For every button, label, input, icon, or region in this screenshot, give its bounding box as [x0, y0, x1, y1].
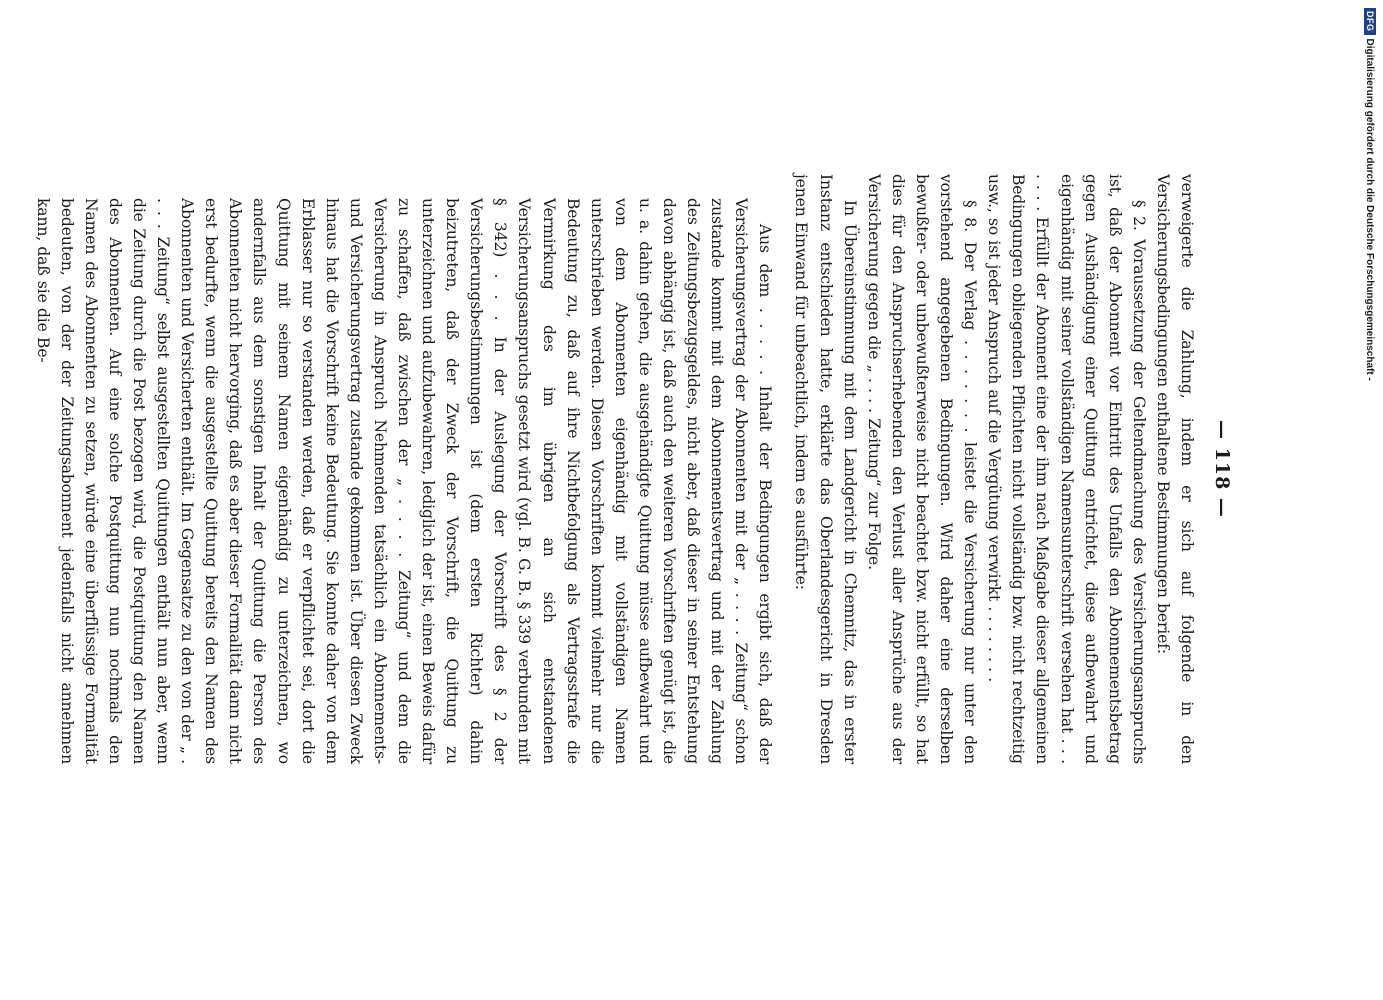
paragraph-section-2: § 2. Voraussetzung der Geltendmachung des Versicherungsanspruchs ist, daß der Abonnent vor Eintritt des Unfalls den Abonnementsbetrag gegen Aushändigung einer Quittung entrichtet, diese aufbewahrt und eigenhändig mit seiner vollständigen Namensunterschrift versehen hat . . . . . . . Erfüllt der Abonnent eine der ihm nach Maßgabe dieser allgemeinen Bedingungen obliegenden Pflichten nicht vollständig bzw. nicht rechtzeitig usw., so ist jeder Anspruch auf die Vergütung verwirkt . . . . . . . . — [985, 174, 1148, 764]
rotated-page-content — [33, 174, 1233, 764]
dfg-logo: DFG — [1364, 8, 1376, 35]
credit-text: Digitalisierung gefördert durch die Deutsche Forschungsgemeinschaft - — [1364, 38, 1376, 381]
page-header: — 118 — — [1211, 420, 1233, 518]
paragraph-quote: Aus dem . . . . . Inhalt der Bedingungen ergibt sich, daß der Versicherungsvertrag der Abonnenten mit der „ . . . . Zeitung“ schon zustande kommt mit dem Abonnementsvertrag und mit der Zahlung des Zeitungsbezugsgeldes, nicht aber, daß dieser in seiner Entstehung davon abhängig ist, daß auch den weiteren Vorschriften genügt ist, die u. a. dahin gehen, die ausgehändigte Quittung müsse aufbewahrt und von dem Abonnenten eigenhändig mit vollständigen Namen unterschrieben werden. Diesen Vorschriften kommt vielmehr nur die Bedeutung zu, daß auf ihre Nichtbefolgung als Vertragsstrafe die Vermirkung des im übrigen an sich entstandenen Versicherungsanspruchs gesetzt wird (vgl. B. G. B. § 339 verbunden mit § 342) . . . In der Auslegung der Vorschrift des § 2 der Versicherungsbestimmungen ist (dem ersten Richter) dahin beizutreten, daß der Zweck der Vorschrift, die Quittung zu unterzeichnen und aufzubewahren, lediglich der ist, einen Beweis dafür zu schaffen, daß zwischen der „ . . . . Zeitung“ und dem die Versicherung in Anspruch Nehmenden tatsächlich ein Abonnements- und Versicherungsvertrag zustande gekommen ist. Über diesen Zweck hinaus hat die Vorschrift keine Bedeutung. Sie konnte daher von dem Erblasser nur so verstanden werden, daß er verpflichtet sei, dort die Quittung mit seinem Namen eigenhändig zu unterzeichnen, wo andernfalls aus dem sonstigen Inhalt der Quittung die Person des Abonnenten nicht hervorging, daß es aber dieser Formalität dann nicht erst bedurfte, wenn die ausgestellte Quittung bereits den Namen des Abonnenten und Versicherten enthält. Im Gegensatze zu den von der „ . . . . Zeitung“ selbst ausgestellten Quittungen enthält nun aber, wenn die Zeitung durch die Post bezogen wird, die Postquittung den Namen des Abonnenten. Auf eine solche Postquittung nun nochmals den Namen des Abonnenten zu setzen, würde eine überflüssige Formalität bedeuten, von der der Zeitungsabonnent jedenfalls nicht annehmen kann, daß sie die Be- — [33, 198, 775, 764]
paragraph-intro: verweigerte die Zahlung, indem er sich auf folgende in den Versicherungsbedingungen enthaltene Bestimmungen berief: — [1153, 174, 1196, 764]
digitization-credit — [1361, 0, 1383, 400]
paragraph-section-8: § 8. Der Verlag . . . . . . . leistet die Versicherung nur unter den vorstehend angegebenen Bedingungen. Wird daher eine derselben bewußter- oder unbewußterweise nicht beachtet bzw. nicht erfüllt, so hat dies für den Anspruchserhebenden den Verlust aller Ansprüche aus der Versicherung gegen die „ . . . . Zeitung“ zur Folge. — [864, 174, 980, 764]
paragraph-court: In Übereinstimmung mit dem Landgericht in Chemnitz, das in erster Instanz entschieden hatte, erklärte das Oberlandesgericht in Dresden jenen Einwand für unbeachtlich, indem es ausführte: — [792, 174, 859, 764]
